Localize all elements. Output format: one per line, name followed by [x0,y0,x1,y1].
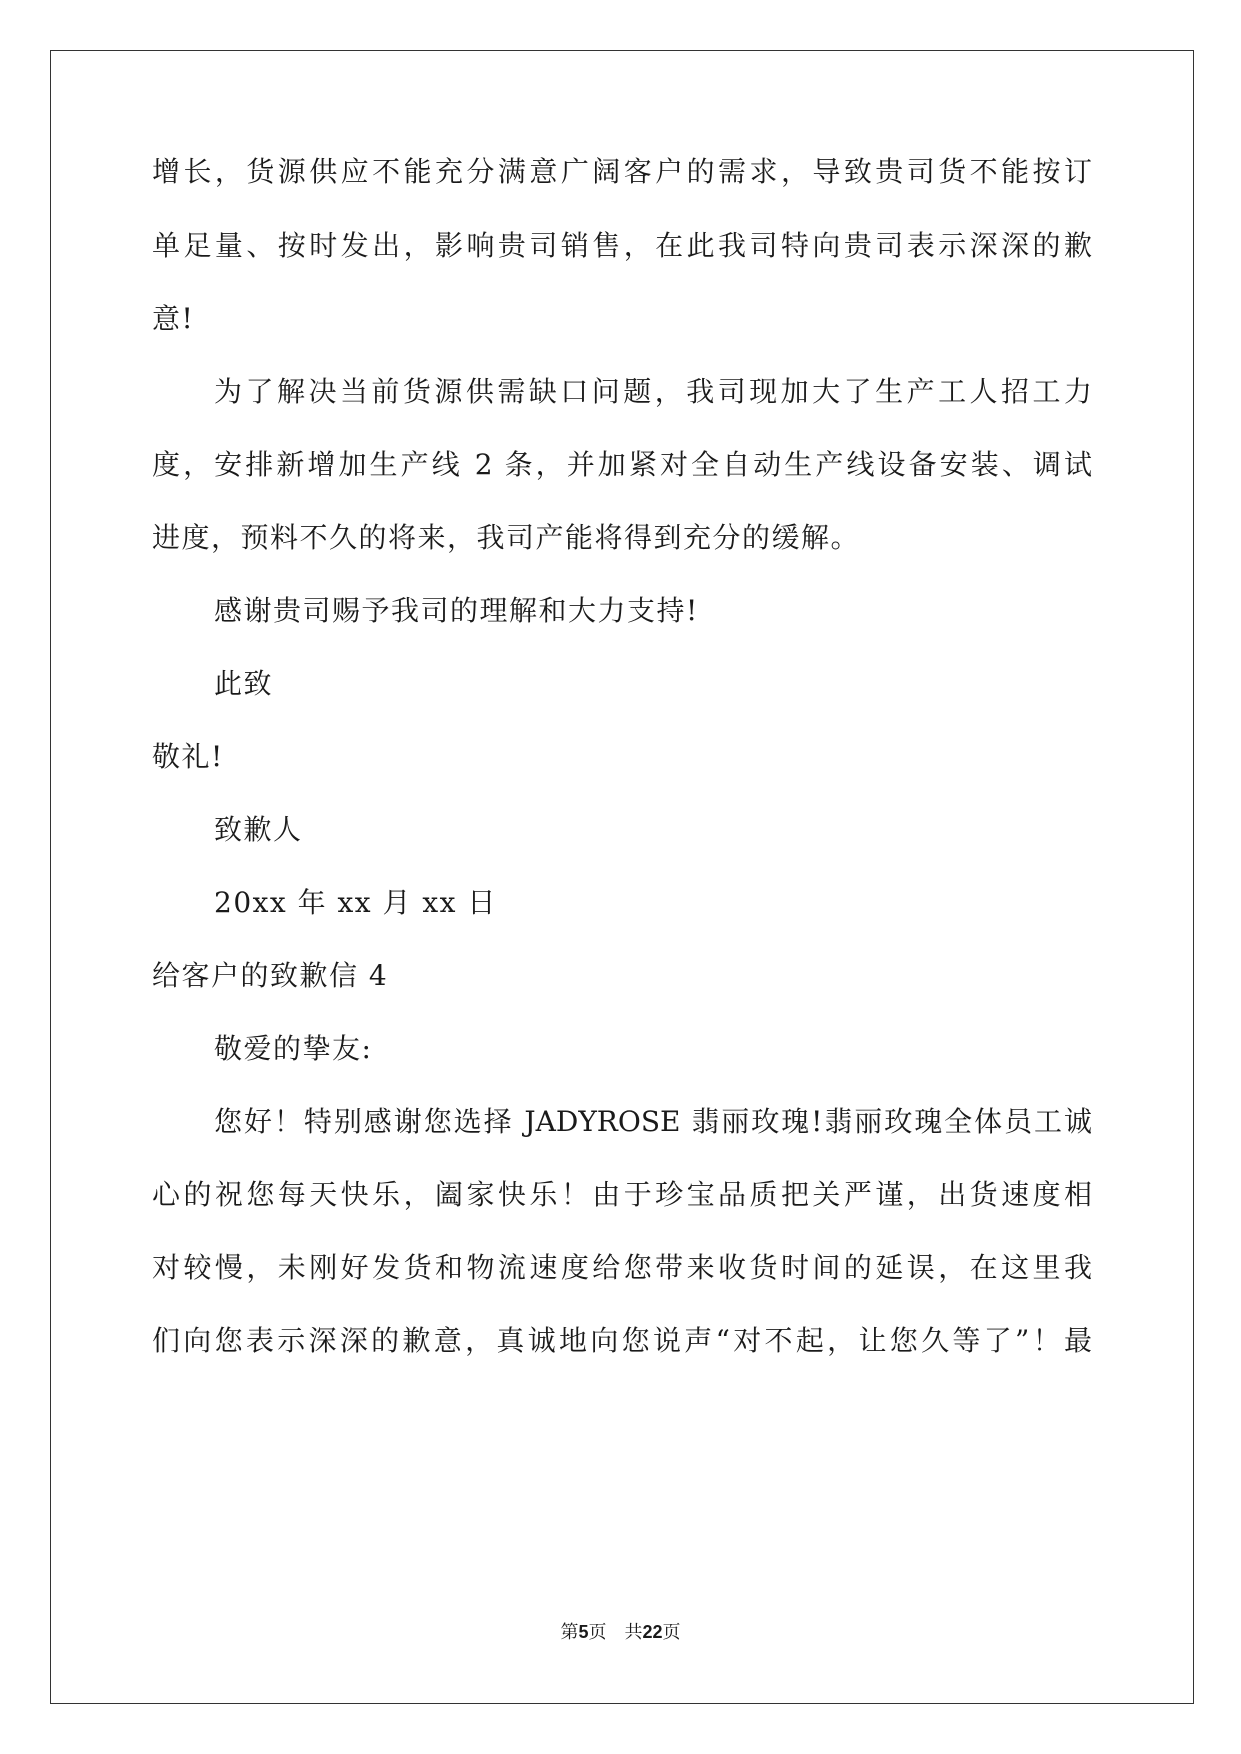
page-footer [0,1620,1241,1645]
page-border [50,50,1194,1704]
current-page-number: 5 [578,1622,589,1642]
body-text-line: 单足量、按时发出，影响贵司销售，在此我司特向贵司表示深深的歉 [152,229,1092,262]
body-text-line: 增长，货源供应不能充分满意广阔客户的需求，导致贵司货不能按订 [152,155,1092,188]
closing-salutation: 此致 [214,667,274,700]
footer-prefix: 第 [560,1622,579,1643]
footer-total-prefix: 共 [624,1622,643,1643]
date-line: 20xx 年 xx 月 xx 日 [214,886,497,919]
total-pages-number: 22 [642,1622,663,1642]
closing-respect: 敬礼! [152,740,224,773]
footer-page-suffix: 页 [588,1622,607,1643]
body-text-line: 度，安排新增加生产线 2 条，并加紧对全自动生产线设备安装、调试 [152,448,1092,481]
body-text-line: 您好！特别感谢您选择 JADYROSE 翡丽玫瑰!翡丽玫瑰全体员工诚 [214,1105,1092,1138]
body-text-line: 进度，预料不久的将来，我司产能将得到充分的缓解。 [152,521,861,554]
body-text-line: 对较慢，未刚好发货和物流速度给您带来收货时间的延误，在这里我 [152,1251,1092,1284]
body-text-line: 为了解决当前货源供需缺口问题，我司现加大了生产工人招工力 [214,375,1092,408]
signature-label: 致歉人 [214,813,303,846]
footer-total-suffix: 页 [662,1622,681,1643]
body-text-line: 感谢贵司赐予我司的理解和大力支持! [214,594,699,627]
body-text-line: 意! [152,302,195,335]
section-title: 给客户的致歉信 4 [152,959,389,992]
body-text-line: 们向您表示深深的歉意，真诚地向您说声“对不起，让您久等了”！最 [152,1324,1092,1357]
greeting: 敬爱的挚友: [214,1032,373,1065]
body-text-line: 心的祝您每天快乐，阖家快乐！由于珍宝品质把关严谨，出货速度相 [152,1178,1092,1211]
